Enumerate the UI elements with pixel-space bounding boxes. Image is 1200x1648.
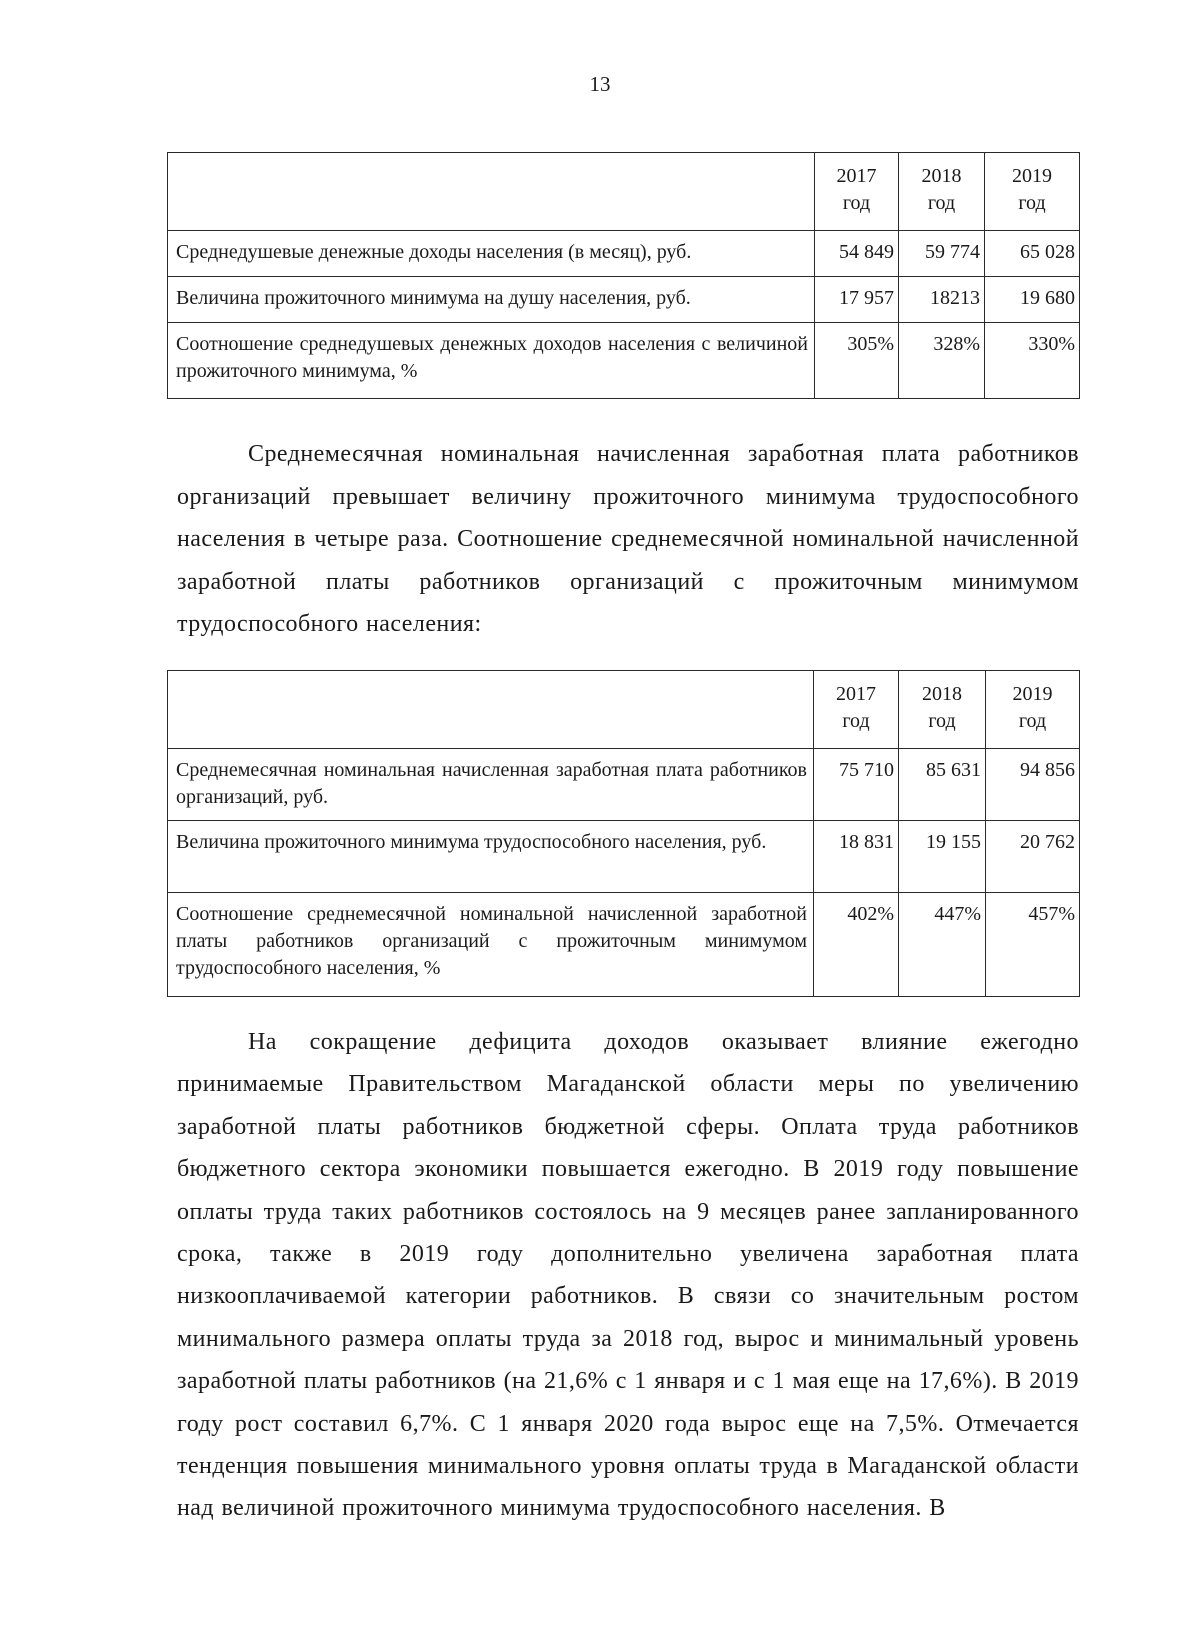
year-unit-label: год — [928, 710, 956, 732]
table-header-row — [168, 153, 1080, 231]
row-label: Величина прожиточного минимума на душу населения, руб. — [168, 277, 815, 323]
table-corner-cell — [168, 153, 815, 231]
year-label: 2017 — [836, 683, 876, 705]
table-row — [168, 277, 1080, 323]
body-paragraph: На сокращение дефицита доходов оказывает влияние ежегодно принимаемые Правительством Магаданской области меры по увеличению заработной платы работников бюджетной сферы. Оплата труда работников бюджетного сектора экономики повышается ежегодно. В 2019 году повышение оплаты труда таких работников состоялось на 9 месяцев ранее запланированного срока, также в 2019 году дополнительно увеличена заработная плата низкооплачиваемой категории работников. В связи со значительным ростом минимального размера оплаты труда за 2018 год, вырос и минимальный уровень заработной платы работников (на 21,6% с 1 января и с 1 мая еще на 17,6%). В 2019 году рост составил 6,7%. С 1 января 2020 года вырос еще на 7,5%. Отмечается тенденция повышения минимального уровня оплаты труда в Магаданской области над величиной прожиточного минимума трудоспособного населения. В — [177, 1029, 1079, 1522]
year-label: 2018 — [921, 165, 962, 187]
year-unit-label: год — [842, 710, 870, 732]
wage-vs-subsistence-table — [167, 670, 1080, 997]
value-cell: 19 155 — [899, 821, 986, 893]
year-header-2017 — [815, 153, 899, 231]
value-cell: 402% — [814, 893, 899, 997]
value-cell: 54 849 — [815, 231, 899, 277]
year-header-2017 — [814, 671, 899, 749]
year-unit-label: год — [1018, 710, 1047, 732]
table-row — [168, 893, 1080, 997]
year-unit-label: год — [1018, 192, 1046, 214]
body-paragraph: Среднемесячная номинальная начисленная заработная плата работников организаций превышает величину прожиточного минимума трудоспособного населения в четыре раза. Соотношение среднемесячной номинальной начисленной заработной платы работников организаций с прожиточным минимумом трудоспособного населения: — [177, 441, 1079, 638]
value-cell: 17 957 — [815, 277, 899, 323]
value-cell: 18213 — [899, 277, 985, 323]
value-cell: 447% — [899, 893, 986, 997]
year-unit-label: год — [842, 192, 871, 214]
value-cell: 18 831 — [814, 821, 899, 893]
value-cell: 59 774 — [899, 231, 985, 277]
year-header-2018 — [899, 671, 986, 749]
value-cell: 305% — [815, 323, 899, 399]
year-label: 2019 — [1012, 683, 1053, 705]
table-row — [168, 749, 1080, 821]
row-label: Соотношение среднедушевых денежных доходов населения с величиной прожиточного минимума, % — [168, 323, 815, 399]
table-row — [168, 821, 1080, 893]
value-cell: 19 680 — [985, 277, 1080, 323]
row-label: Соотношение среднемесячной номинальной начисленной заработной платы работников организаций с прожиточным минимумом трудоспособного населения, % — [168, 893, 814, 997]
row-label: Среднедушевые денежные доходы населения (в месяц), руб. — [168, 231, 815, 277]
value-cell: 75 710 — [814, 749, 899, 821]
table-row — [168, 231, 1080, 277]
year-label: 2018 — [922, 683, 962, 705]
value-cell: 94 856 — [986, 749, 1080, 821]
value-cell: 328% — [899, 323, 985, 399]
year-unit-label: год — [927, 192, 956, 214]
table-corner-cell — [168, 671, 814, 749]
income-vs-subsistence-table — [167, 152, 1080, 399]
value-cell: 457% — [986, 893, 1080, 997]
year-header-2019 — [985, 153, 1080, 231]
value-cell: 85 631 — [899, 749, 986, 821]
year-label: 2019 — [1012, 165, 1052, 187]
year-header-2019 — [986, 671, 1080, 749]
table-row — [168, 323, 1080, 399]
year-header-2018 — [899, 153, 985, 231]
year-label: 2017 — [836, 165, 877, 187]
value-cell: 330% — [985, 323, 1080, 399]
value-cell: 65 028 — [985, 231, 1080, 277]
row-label: Среднемесячная номинальная начисленная заработная плата работников организаций, руб. — [168, 749, 814, 821]
page-number: 13 — [589, 72, 611, 96]
table-header-row — [168, 671, 1080, 749]
row-label: Величина прожиточного минимума трудоспособного населения, руб. — [168, 821, 814, 893]
value-cell: 20 762 — [986, 821, 1080, 893]
